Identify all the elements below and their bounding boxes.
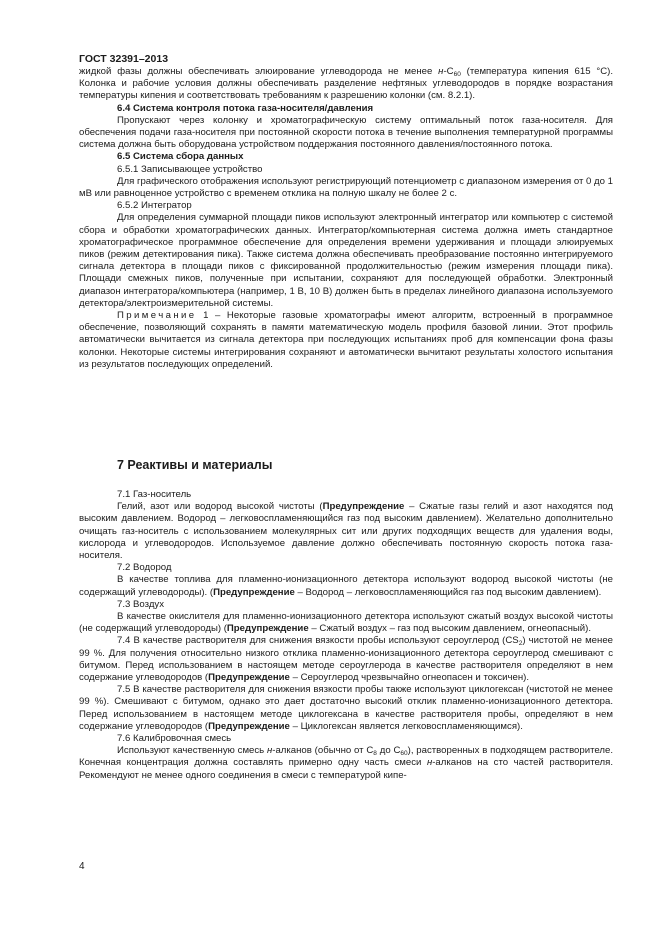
subscript: 8 <box>373 750 377 758</box>
text-run: ) чистотой не менее 99 %. Для получения относительно низкого отклика пламенно-ионизационного детектора сероуглерод смешивают с битумом. Перед использованием в настоящем методе сероуглерода в качестве растворителя определяют в нем содержание углеводородов ( <box>79 635 613 684</box>
note-text: 1 – Некоторые газовые хроматографы имеют алгоритм, встроенный в программное обеспечение, позволяющий сохранять в памяти математическую модель профиля базовой линии. Этот профиль автоматически вычитается из сигнала детектора при последующих испытаниях проб для компенсации фона фазы колонки. Некоторые системы интегрирования сохраняют и автоматически вычитают результаты холостого испытания из результатов последующих определений. <box>79 310 613 370</box>
heading-7-3: 7.3 Воздух <box>117 598 165 610</box>
text-run: жидкой фазы должны обеспечивать элюирование углеводорода не менее <box>79 66 439 77</box>
text-run: до C <box>376 745 401 757</box>
warning-label: Предупреждение <box>322 501 405 513</box>
section-7-title: 7 Реактивы и материалы <box>117 458 273 472</box>
heading-6-5: 6.5 Система сбора данных <box>117 151 244 163</box>
warning-label: Предупреждение <box>213 586 295 598</box>
text-run: н <box>266 745 273 757</box>
note-label: Примечание <box>117 310 197 322</box>
text-run: -алканов на сто частей растворителя. Рекомендуют не менее одного соединения в смеси с температурой кипе- <box>79 757 613 781</box>
text-run: н <box>426 757 433 769</box>
paragraph-6-4: Пропускают через колонку и хроматографическую систему оптимальный поток газа-носителя. Для обеспечения подачи газа-носителя при постоянной скорости потока в течение выполнения температурной программы система должна быть оборудована устройством поддержания постоянного давления/постоянного потока. <box>79 114 613 151</box>
heading-6-5-1: 6.5.1 Записывающее устройство <box>117 163 263 175</box>
heading-7-6: 7.6 Калибровочная смесь <box>117 733 232 745</box>
text-run: 7.4 В качестве растворителя для снижения вязкости пробы используют сероуглерод (CS <box>117 635 519 647</box>
text-run: -C <box>443 66 454 77</box>
subscript: 60 <box>400 750 408 758</box>
text-run: Гелий, азот или водород высокой чистоты ( <box>117 501 323 513</box>
paragraph-6-5-1: Для графического отображения используют регистрирующий потенциометр с диапазоном измерения от 0 до 1 мВ или равноценное устройство с временем отклика на полную шкалу не более 2 с. <box>79 175 613 200</box>
text-run: В качестве окислителя для пламенно-ионизационного детектора используют сжатый воздух высокой чистоты (не содержащий углеводороды) ( <box>79 611 613 635</box>
text-run: Используют качественную смесь <box>117 745 267 757</box>
paragraph-7-3 <box>79 611 613 635</box>
subscript: 60 <box>453 71 461 78</box>
section-6-block <box>79 66 613 371</box>
text-run: н <box>438 66 444 77</box>
paragraph-7-6 <box>79 745 613 782</box>
text-run: – Сероуглерод чрезвычайно огнеопасен и токсичен). <box>289 672 530 684</box>
document-code-header: ГОСТ 32391–2013 <box>79 53 169 65</box>
heading-6-4: 6.4 Система контроля потока газа-носителя/давления <box>117 102 374 114</box>
warning-label: Предупреждение <box>208 720 290 732</box>
heading-6-5-2: 6.5.2 Интегратор <box>117 200 192 212</box>
warning-label: Предупреждение <box>208 672 290 684</box>
paragraph-7-5 <box>79 684 613 733</box>
text-run: (температура кипения 615 °С). Колонка и рабочие условия должны обеспечивать разделение нефтяных углеводородов в порядке возрастания температуры кипения и соответствовать требованиям к разрешению колонки (см. 8.2.1). <box>79 66 613 102</box>
note-paragraph <box>79 310 613 371</box>
subscript: 2 <box>518 640 523 648</box>
text-run: 7.5 В качестве растворителя для снижения вязкости пробы также используют циклогексан (чистотой не менее 99 %). Смешивают с битумом, однако это дает достаточно высокий отклик пламенно-ионизационного детектора. Перед использованием в настоящем методе циклогексана в качестве растворителя пробы, определяют в нем содержание углеводородов ( <box>79 684 613 732</box>
page-number: 4 <box>79 861 85 872</box>
heading-7-1: 7.1 Газ-носитель <box>117 489 192 500</box>
paragraph-7-2 <box>79 574 613 598</box>
text-run: ), растворенных в подходящем растворителе. Конечная концентрация должна составлять примерно одну часть смеси <box>79 745 613 769</box>
warning-label: Предупреждение <box>226 623 309 635</box>
section-7-block <box>79 489 613 782</box>
paragraph-7-4 <box>79 635 613 684</box>
text-run: – Циклогексан является легковоспламеняющимся). <box>289 720 523 732</box>
text-run: -алканов (обычно от C <box>272 745 374 757</box>
paragraph-7-1 <box>79 501 613 562</box>
paragraph-6-5-2: Для определения суммарной площади пиков используют электронный интегратор или компьютер с системой сбора и обработки хроматографических данных. Интегратор/компьютерная система должна иметь стандартное хроматографическое программное обеспечение для определения времени удерживания и площади элюируемых пиков (режим детектирования пика). Также система должна обеспечивать преобразование постоянно интегрируемого сигнала детектора в площади пиков с фиксированной продолжительностью (режим измерения площади пика). Площади смежных пиков, полученные при испытании, сохраняют для последующей обработки. Электронный диапазон интегратора/компьютера (например, 1 В, 10 В) должен быть в пределах линейного диапазона используемого детектора/электроизмерительной системы. <box>79 212 613 309</box>
paragraph-continuation <box>79 66 613 103</box>
heading-7-2: 7.2 Водород <box>117 562 172 574</box>
text-run: – Водород – легковоспламеняющийся газ под высоким давлением). <box>294 586 602 598</box>
text-run: В качестве топлива для пламенно-ионизационного детектора используют водород высокой чистоты (не содержащий углеводороды). ( <box>79 574 613 598</box>
text-run: – Сжатые газы гелий и азот находятся под высоким давлением. Водород – легковоспламеняющийся газ под высоким давлением). Желательно дополнительно очищать газ-носитель с использованием молекулярных сит или других подходящих веществ для удаления воды, кислорода и углеводородов. Используемое давление должно обеспечивать постоянную скорость потока газа-носителя. <box>79 501 613 562</box>
text-run: – Сжатый воздух – газ под высоким давлением, огнеопасный). <box>308 623 592 635</box>
